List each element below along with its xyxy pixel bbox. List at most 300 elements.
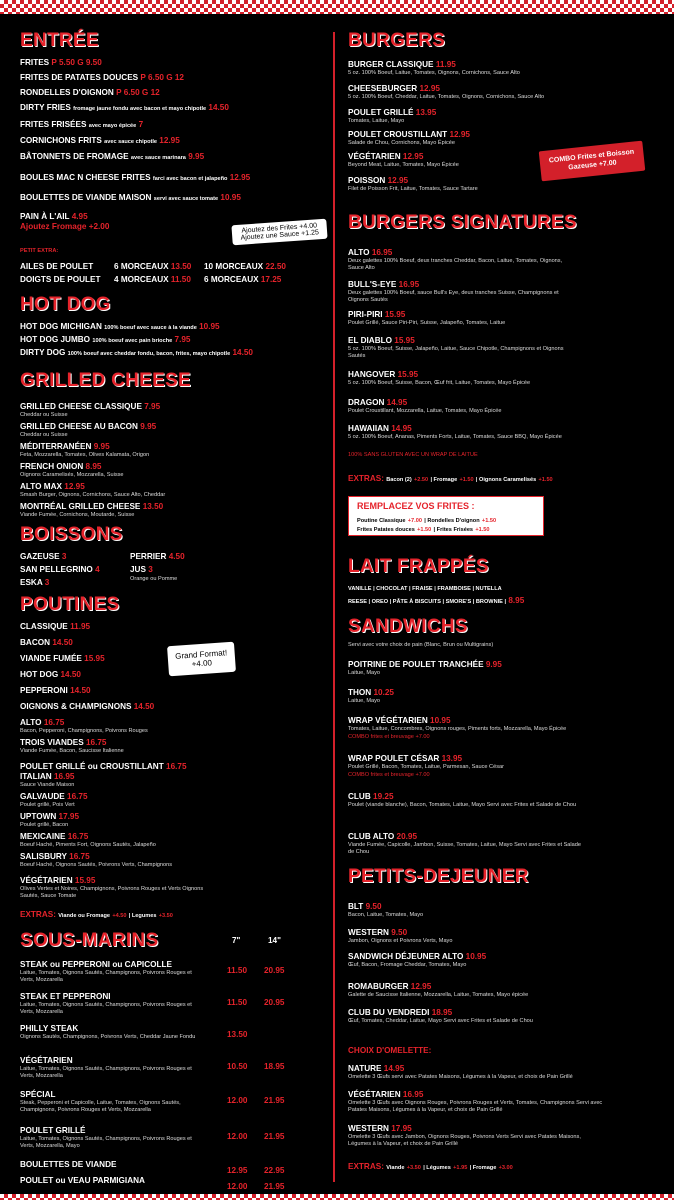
menu-item — [348, 792, 394, 802]
extra-price: +2.50 — [414, 477, 429, 483]
item-desc: Olives Vertes et Noires, Champignons, Poivrons Rouges et Verts Oignons Sautés, Sauce Tomate — [20, 886, 204, 899]
sandwich-intro: Servi avec votre choix de pain (Blanc, Brun ou Multigrains) — [348, 642, 494, 648]
extras-row — [20, 910, 173, 921]
item-name: MEXICAINE — [20, 832, 66, 841]
item-price: 15.95 — [397, 370, 419, 379]
item-price: 19.25 — [373, 792, 394, 801]
menu-item — [348, 1064, 404, 1074]
item-price: 16.75 — [85, 738, 107, 747]
item-price: 10.95 — [199, 322, 220, 331]
section-title-hotdog: HOT DOG — [20, 294, 111, 315]
item-name: RONDELLES D'OIGNON — [20, 88, 114, 97]
item-price: 18.95 — [431, 1008, 453, 1017]
item-name: CLASSIQUE — [20, 622, 68, 631]
item-price: 16.95 — [398, 280, 420, 289]
item-name: CLUB ALTO — [348, 832, 395, 841]
item-desc: 100% boeuf avec sauce à la viande — [104, 325, 197, 331]
item-name: PHILLY STEAK — [20, 1024, 79, 1033]
drink-item — [130, 565, 153, 575]
checkered-border-top — [0, 0, 674, 14]
drink-item — [20, 578, 49, 588]
section-title-sous-marins: SOUS-MARINS — [20, 930, 159, 951]
flavors-line-2 — [348, 596, 524, 607]
item-desc: avec mayo épicée — [88, 123, 137, 129]
extras-label: EXTRAS: — [20, 910, 56, 919]
menu-item — [20, 1090, 56, 1100]
item-price: P 6.50 G 12 — [116, 88, 160, 97]
item-name: NATURE — [348, 1064, 382, 1073]
item-desc: Jambon, Oignons et Poivrons Verts, Mayo — [348, 938, 453, 944]
menu-item — [20, 348, 253, 359]
item-price: 13.95 — [415, 108, 437, 117]
price-14: 18.95 — [264, 1062, 285, 1071]
menu-item — [20, 718, 64, 728]
item-desc: Laitue, Mayo — [348, 670, 381, 676]
item-desc: Poulet Grillé, Bacon, Tomates, Laitue, Parmesan, Sauce César — [348, 764, 504, 770]
opt: 10 MORCEAUX — [204, 262, 264, 271]
item-desc: Viande Fumée, Cornichons, Moutarde, Suisse — [20, 512, 135, 518]
menu-item — [348, 336, 415, 346]
gluten-note: 100% SANS GLUTEN AVEC UN WRAP DE LAITUE — [348, 452, 478, 458]
extra: | Fromage — [430, 477, 458, 483]
item-desc: Poulet (viande blanche), Bacon, Tomates, Laitue, Mayo Servi avec Frites et Salade de Chou — [348, 802, 577, 808]
item-desc: 5 oz. 100% Boeuf, Ananas, Piments Forts, Laitue, Tomates, Sauce BBQ, Mayo Épicée — [348, 434, 562, 440]
menu-item — [348, 152, 423, 162]
menu-item — [348, 176, 408, 186]
opt: Frites Patates douces — [357, 527, 415, 533]
item-name: WRAP POULET CÉSAR — [348, 754, 440, 763]
combo-note: COMBO frites et breuvage +7.00 — [348, 772, 430, 778]
price-7: 11.50 — [227, 966, 248, 975]
item-price: 16.95 — [402, 1090, 424, 1099]
extra-price: +3.00 — [498, 1165, 513, 1171]
item-price: 4 — [95, 565, 100, 574]
item-name: GAZEUSE — [20, 552, 60, 561]
menu-item — [20, 670, 81, 680]
extra: | Fromage — [469, 1165, 497, 1171]
item-desc: Cheddar ou Suisse — [20, 412, 68, 418]
section-title-lait-frappes: LAIT FRAPPÉS — [348, 556, 489, 577]
item-desc: farci avec bacon et jalapeño — [152, 176, 228, 182]
menu-item — [20, 120, 143, 131]
item-name: TROIS VIANDES — [20, 738, 84, 747]
item-desc: Boeuf Haché, Piments Fort, Oignons Sautés, Jalapeño — [20, 842, 156, 848]
item-desc: Œuf, Tomates, Cheddar, Laitue, Mayo Servi avec Frites et Salade de Chou — [348, 1018, 533, 1024]
menu-item — [20, 686, 91, 696]
item-desc: 5 oz. 100% Boeuf, Cheddar, Laitue, Tomates, Oignons, Cornichons, Sauce Alto — [348, 94, 545, 100]
opt: | Rondelles D'oignon — [424, 518, 480, 524]
menu-item — [348, 60, 456, 70]
extras-label: EXTRAS: — [348, 474, 384, 483]
item-name: FRITES DE PATATES DOUCES — [20, 73, 139, 82]
menu-item — [348, 716, 451, 726]
extras-label: EXTRAS: — [348, 1162, 384, 1171]
menu-item — [20, 103, 229, 114]
section-title-boissons: BOISSONS — [20, 524, 123, 545]
item-name: WESTERN — [348, 1124, 389, 1133]
menu-item — [348, 902, 382, 912]
menu-item — [20, 1176, 145, 1186]
extra-price: +1.50 — [538, 477, 553, 483]
item-price: 17.95 — [391, 1124, 412, 1133]
garlic-extra: Ajoutez Fromage +2.00 — [20, 222, 110, 231]
menu-item — [348, 688, 394, 698]
menu-item — [20, 152, 204, 163]
opt-price: +1.50 — [475, 527, 490, 533]
item-price: 12.95 — [229, 173, 251, 182]
item-name: POULET CROUSTILLANT — [348, 130, 448, 139]
item-desc: Bacon, Pepperoni, Champignons, Poivrons Rouges — [20, 728, 148, 734]
item-name: SPÉCIAL — [20, 1090, 56, 1099]
item-desc: 5 oz. 100% Boeuf, Suisse, Bacon, Œuf frit, Laitue, Tomates, Mayo Épicée — [348, 380, 531, 386]
item-price: 9.95 — [485, 660, 502, 669]
item-price: 7.95 — [144, 402, 161, 411]
menu-item — [20, 762, 187, 772]
opt-price: +7.00 — [407, 518, 422, 524]
item-desc: avec sauce marinara — [130, 155, 186, 161]
section-title-grilled-cheese: GRILLED CHEESE — [20, 370, 191, 391]
opt: Poutine Classique — [357, 518, 406, 524]
menu-item — [20, 1024, 78, 1034]
item-name: GALVAUDE — [20, 792, 65, 801]
item-desc: Galette de Saucisse Italienne, Mozzarella, Laitue, Tomates, Mayo épicée — [348, 992, 529, 998]
menu-item — [348, 370, 418, 380]
menu-item — [20, 1126, 86, 1136]
opt: | Frites Frisées — [433, 527, 474, 533]
opt-price: 22.50 — [265, 262, 286, 271]
remplacez-title: REMPLACEZ VOS FRITES : — [357, 501, 475, 511]
item-desc: Salade de Chou, Cornichons, Mayo Épicée — [348, 140, 455, 146]
item-desc: Boeuf Haché, Oignons Sautés, Poivrons Verts, Champignons — [20, 862, 173, 868]
item-name: BOULES MAC N CHEESE FRITES — [20, 173, 151, 182]
menu-item — [348, 398, 407, 408]
item-name: HOT DOG — [20, 670, 59, 679]
item-name: WESTERN — [348, 928, 389, 937]
item-desc: Smash Burger, Oignons, Cornichons, Sauce Alto, Cheddar — [20, 492, 166, 498]
item-desc: Œuf, Bacon, Fromage Cheddar, Tomates, Mayo — [348, 962, 467, 968]
menu-item — [20, 738, 106, 748]
item-desc: Sauce Viande Maison — [20, 782, 75, 788]
item-name: DIRTY FRIES — [20, 103, 71, 112]
item-price: 4.95 — [71, 212, 88, 221]
extras-row — [348, 474, 553, 485]
menu-item — [20, 960, 172, 970]
extra: Bacon (2) — [386, 477, 412, 483]
item-price: 3 — [148, 565, 153, 574]
item-price: 14.95 — [386, 398, 408, 407]
item-name: WRAP VÉGÉTARIEN — [348, 716, 428, 725]
menu-item — [20, 402, 160, 412]
remplacez-line — [357, 524, 489, 535]
item-price: 10.95 — [465, 952, 487, 961]
item-name: FRENCH ONION — [20, 462, 84, 471]
item-desc: Cheddar ou Suisse — [20, 432, 68, 438]
item-name: JUS — [130, 565, 146, 574]
menu-item — [348, 424, 412, 434]
speech-bubble-grand-format: Grand Format! +4.00 — [167, 642, 236, 677]
menu-item — [20, 832, 88, 842]
item-name: BACON — [20, 638, 51, 647]
item-name: HOT DOG MICHIGAN — [20, 322, 102, 331]
flavors-line-1: VANILLE | CHOCOLAT | FRAISE | FRAMBOISE | NUTELLA — [348, 586, 502, 592]
item-price: 16.75 — [166, 762, 187, 771]
menu-item — [348, 1008, 452, 1018]
price-7: 11.50 — [227, 998, 248, 1007]
item-name: BOULETTES DE VIANDE MAISON — [20, 193, 152, 202]
menu-item — [20, 792, 88, 802]
menu-item — [348, 1124, 412, 1134]
item-name: STEAK ET PEPPERONI — [20, 992, 111, 1001]
item-desc: servi avec sauce tomate — [153, 196, 219, 202]
menu-item — [20, 654, 105, 664]
menu-item — [348, 310, 405, 320]
item-price: 16.75 — [67, 832, 89, 841]
item-price: 14.50 — [60, 670, 81, 679]
item-price: 12.95 — [159, 136, 180, 145]
item-name: ITALIAN — [20, 772, 52, 781]
item-name: VÉGÉTARIEN — [20, 1056, 73, 1065]
item-name: OIGNONS & CHAMPIGNONS — [20, 702, 132, 711]
price-14: 21.95 — [264, 1132, 285, 1141]
price-7: 13.50 — [227, 1030, 248, 1039]
item-name: MÉDITERRANÉEN — [20, 442, 92, 451]
menu-item — [20, 193, 241, 204]
item-desc: Laitue, Tomates, Oignons Sautés, Champignons, Poivrons Rouges et Verts, Mozzarella — [20, 970, 192, 983]
item-price: 12.95 — [387, 176, 409, 185]
item-name: AILES DE POULET — [20, 262, 94, 271]
item-price: 9.50 — [365, 902, 382, 911]
item-name: CLUB DU VENDREDI — [348, 1008, 430, 1017]
item-price: 11.95 — [435, 60, 456, 69]
menu-item — [20, 1056, 73, 1066]
item-name: VIANDE FUMÉE — [20, 654, 82, 663]
menu-item — [20, 812, 79, 822]
item-price: 11.95 — [70, 622, 91, 631]
item-price: 9.95 — [93, 442, 110, 451]
extra: Viande ou Fromage — [58, 913, 111, 919]
item-name: FRITES — [20, 58, 50, 67]
opt: 4 MORCEAUX — [114, 275, 169, 284]
price-14: 20.95 — [264, 998, 285, 1007]
item-desc: Oignons Sautés, Champignons, Poivrons Verts, Cheddar Jaune Fondu — [20, 1034, 196, 1040]
item-desc: Omelette 3 Œufs avec Jambon, Oignons Rouges, Poivrons Verts Servi avec Patates Maisons, Légumes à la Vapeur, et choix de Pain Grillé — [348, 1134, 581, 1147]
price-14: 22.95 — [264, 1166, 285, 1175]
extra: | Legumes — [128, 913, 157, 919]
item-name: ROMABURGER — [348, 982, 409, 991]
item-name: POISSON — [348, 176, 386, 185]
item-name: PAIN À L'AIL — [20, 212, 70, 221]
item-price: 15.95 — [84, 654, 105, 663]
checkered-border-bottom — [0, 1194, 674, 1200]
menu-item — [20, 58, 102, 69]
item-name: SALISBURY — [20, 852, 67, 861]
item-desc: Omelette 3 Œufs avec Oignons Rouges, Poivrons Rouges et Verts, Tomates, Champignons Servi avec Patates Maisons, Légumes à la Vapeur, et choix de Pain Grillé — [348, 1100, 603, 1113]
column-divider — [333, 32, 335, 1182]
item-desc: Steak, Pepperoni et Capicolle, Laitue, Tomates, Oignons Sautés, Champignons, Poivrons Rouges et Verts, Mozzarella — [20, 1100, 181, 1113]
item-name: SAN PELLEGRINO — [20, 565, 93, 574]
item-name: POITRINE DE POULET TRANCHÉE — [348, 660, 484, 669]
item-price: 10.95 — [430, 716, 451, 725]
item-name: SANDWICH DÉJEUNER ALTO — [348, 952, 464, 961]
item-price: 7.95 — [174, 335, 191, 344]
item-price: 8.95 — [508, 596, 525, 605]
wings-option — [204, 275, 281, 285]
opt-price: 13.50 — [170, 262, 192, 271]
item-price: 9.95 — [188, 152, 205, 161]
opt-price: +1.50 — [417, 527, 432, 533]
extra: | Oignons Caramelisés — [475, 477, 537, 483]
item-name: HANGOVER — [348, 370, 396, 379]
item-price: P 6.50 G 12 — [140, 73, 184, 82]
menu-item — [348, 248, 392, 258]
item-name: POULET GRILLÉ — [348, 108, 414, 117]
item-price: 4.50 — [168, 552, 185, 561]
menu-item — [20, 638, 73, 648]
item-name: PERRIER — [130, 552, 167, 561]
item-price: 9.50 — [391, 928, 408, 937]
extra-price: +3.50 — [406, 1165, 421, 1171]
item-price: 12.95 — [410, 982, 432, 991]
menu-item — [20, 462, 101, 472]
wings-row — [20, 275, 101, 285]
item-name: GRILLED CHEESE AU BACON — [20, 422, 138, 431]
item-price: 3 — [44, 578, 50, 587]
item-name: BURGER CLASSIQUE — [348, 60, 434, 69]
omelette-title: CHOIX D'OMELETTE: — [348, 1046, 432, 1055]
price-14: 20.95 — [264, 966, 285, 975]
jus-desc: Orange ou Pomme — [130, 576, 178, 582]
item-price: 15.95 — [394, 336, 415, 345]
item-desc: Laitue, Tomates, Oignons Sautés, Champignons, Poivrons Rouges et Verts, Mozzarella, Mayo — [20, 1136, 192, 1149]
item-desc: 5 oz. 100% Boeuf, Laitue, Tomates, Oignons, Cornichons, Sauce Alto — [348, 70, 520, 76]
item-price: 10.25 — [373, 688, 394, 697]
item-desc: Laitue, Tomates, Oignons Sautés, Champignons, Poivrons Rouges et Verts, Mozzarella — [20, 1066, 192, 1079]
item-name: EL DIABLO — [348, 336, 392, 345]
item-desc: Tomates, Laitue, Mayo — [348, 118, 405, 124]
item-name: ALTO MAX — [20, 482, 62, 491]
price-7: 12.95 — [227, 1166, 248, 1175]
item-name: FRITES FRISÉES — [20, 120, 87, 129]
menu-item — [348, 754, 462, 764]
menu-item — [20, 992, 111, 1002]
item-price: 16.95 — [53, 772, 75, 781]
item-desc: Laitue, Tomates, Oignons Sautés, Champignons, Poivrons Rouges et Verts, Mozzarella — [20, 1002, 192, 1015]
item-price: 14.95 — [383, 1064, 405, 1073]
menu-item — [348, 832, 417, 842]
menu-item — [20, 335, 190, 346]
extra-price: +4.50 — [112, 913, 127, 919]
menu-item — [20, 136, 180, 147]
item-price: 14.50 — [70, 686, 91, 695]
item-name: ESKA — [20, 578, 43, 587]
item-price: 10.95 — [220, 193, 241, 202]
size-7: 7" — [232, 936, 241, 945]
opt-price: 11.50 — [170, 275, 191, 284]
item-desc: 5 oz. 100% Boeuf, Suisse, Jalapeño, Laitue, Sauce Chipotle, Champignons et Oignons Sautés — [348, 346, 564, 359]
item-desc: Laitue, Mayo — [348, 698, 381, 704]
item-name: POULET GRILLÉ — [20, 1126, 86, 1135]
item-name: PEPPERONI — [20, 686, 68, 695]
price-7: 12.00 — [227, 1096, 248, 1105]
opt-price: +1.50 — [481, 518, 497, 524]
item-desc: Poulet Grillé, Sauce Piri-Piri, Suisse, Jalapeño, Tomates, Laitue — [348, 320, 506, 326]
menu-item — [348, 130, 470, 140]
item-desc: Filet de Poisson Frit, Laitue, Tomates, Sauce Tartare — [348, 186, 478, 192]
price-14: 21.95 — [264, 1182, 285, 1191]
item-price: 12.95 — [449, 130, 470, 139]
menu-item — [348, 660, 502, 670]
item-price: 8.95 — [85, 462, 102, 471]
extras-row — [348, 1162, 513, 1173]
item-name: VÉGÉTARIEN — [348, 1090, 401, 1099]
item-name: DOIGTS DE POULET — [20, 275, 101, 284]
item-price: 15.95 — [384, 310, 406, 319]
item-name: CHEESEBURGER — [348, 84, 418, 93]
menu-item — [348, 280, 419, 290]
item-desc: Viande Fumée, Capicolle, Jambon, Suisse, Tomates, Laitue, Mayo Servi avec Frites et Salade de Chou — [348, 842, 581, 855]
item-desc: Deux galettes 100% Boeuf, deux tranches Cheddar, Bacon, Laitue, Tomates, Oignons, Sauce Alto — [348, 258, 563, 271]
opt-price: 17.25 — [260, 275, 282, 284]
item-desc: 100% boeuf avec pain brioche — [92, 338, 173, 344]
price-7: 12.00 — [227, 1182, 248, 1191]
item-desc: Omelette 3 Œufs servi avec Patates Maisons, Légumes à la Vapeur, et choix de Pain Grillé — [348, 1074, 573, 1080]
menu-item — [348, 928, 407, 938]
menu-item — [20, 88, 160, 99]
opt: 6 MORCEAUX — [114, 262, 169, 271]
menu-item — [348, 1090, 423, 1100]
extra: Viande — [386, 1165, 405, 1171]
item-name: CORNICHONS FRITS — [20, 136, 102, 145]
extra: | Légumes — [423, 1165, 451, 1171]
item-desc: Poulet Croustillant, Mozzarella, Laitue, Tomates, Mayo Épicée — [348, 408, 502, 414]
menu-item — [20, 852, 90, 862]
drink-item — [20, 565, 100, 575]
section-title-poutines: POUTINES — [20, 594, 120, 615]
item-price: 12.95 — [402, 152, 424, 161]
item-price: 12.95 — [64, 482, 85, 491]
item-price: 14.50 — [232, 348, 253, 357]
item-name: DRAGON — [348, 398, 385, 407]
section-title-sandwichs: SANDWICHS — [348, 616, 468, 637]
extra-price: +1.95 — [453, 1165, 468, 1171]
item-name: STEAK ou PEPPERONI ou CAPICOLLE — [20, 960, 172, 969]
item-name: GRILLED CHEESE CLASSIQUE — [20, 402, 142, 411]
menu-item — [20, 502, 163, 512]
item-price: 9.95 — [140, 422, 157, 431]
extra-price: +3.50 — [158, 913, 173, 919]
item-desc: fromage jaune fondu avec bacon et mayo chipotle — [73, 106, 207, 112]
menu-item — [348, 108, 436, 118]
menu-item — [20, 73, 184, 84]
item-name: DIRTY DOG — [20, 348, 66, 357]
item-name: VÉGÉTARIEN — [20, 876, 73, 885]
item-name: THON — [348, 688, 372, 697]
item-desc: Deux galettes 100% Boeuf, sauce Bull's Eye, deux tranches Suisse, Champignons et Oignons Sautés — [348, 290, 559, 303]
item-name: BLT — [348, 902, 364, 911]
item-name: HAWAIIAN — [348, 424, 389, 433]
wings-option — [114, 262, 191, 272]
item-desc: Bacon, Laitue, Tomates, Mayo — [348, 912, 424, 918]
item-desc: 100% boeuf avec cheddar fondu, bacon, frites, mayo chipotle — [67, 351, 231, 357]
menu-item — [20, 772, 74, 782]
item-name: ALTO — [348, 248, 370, 257]
item-price: 13.50 — [142, 502, 164, 511]
item-price: 16.75 — [69, 852, 90, 861]
item-price: 14.50 — [52, 638, 73, 647]
combo-note: COMBO frites et breuvage +7.00 — [348, 734, 430, 740]
menu-item — [348, 952, 486, 962]
item-price: 13.95 — [441, 754, 463, 763]
